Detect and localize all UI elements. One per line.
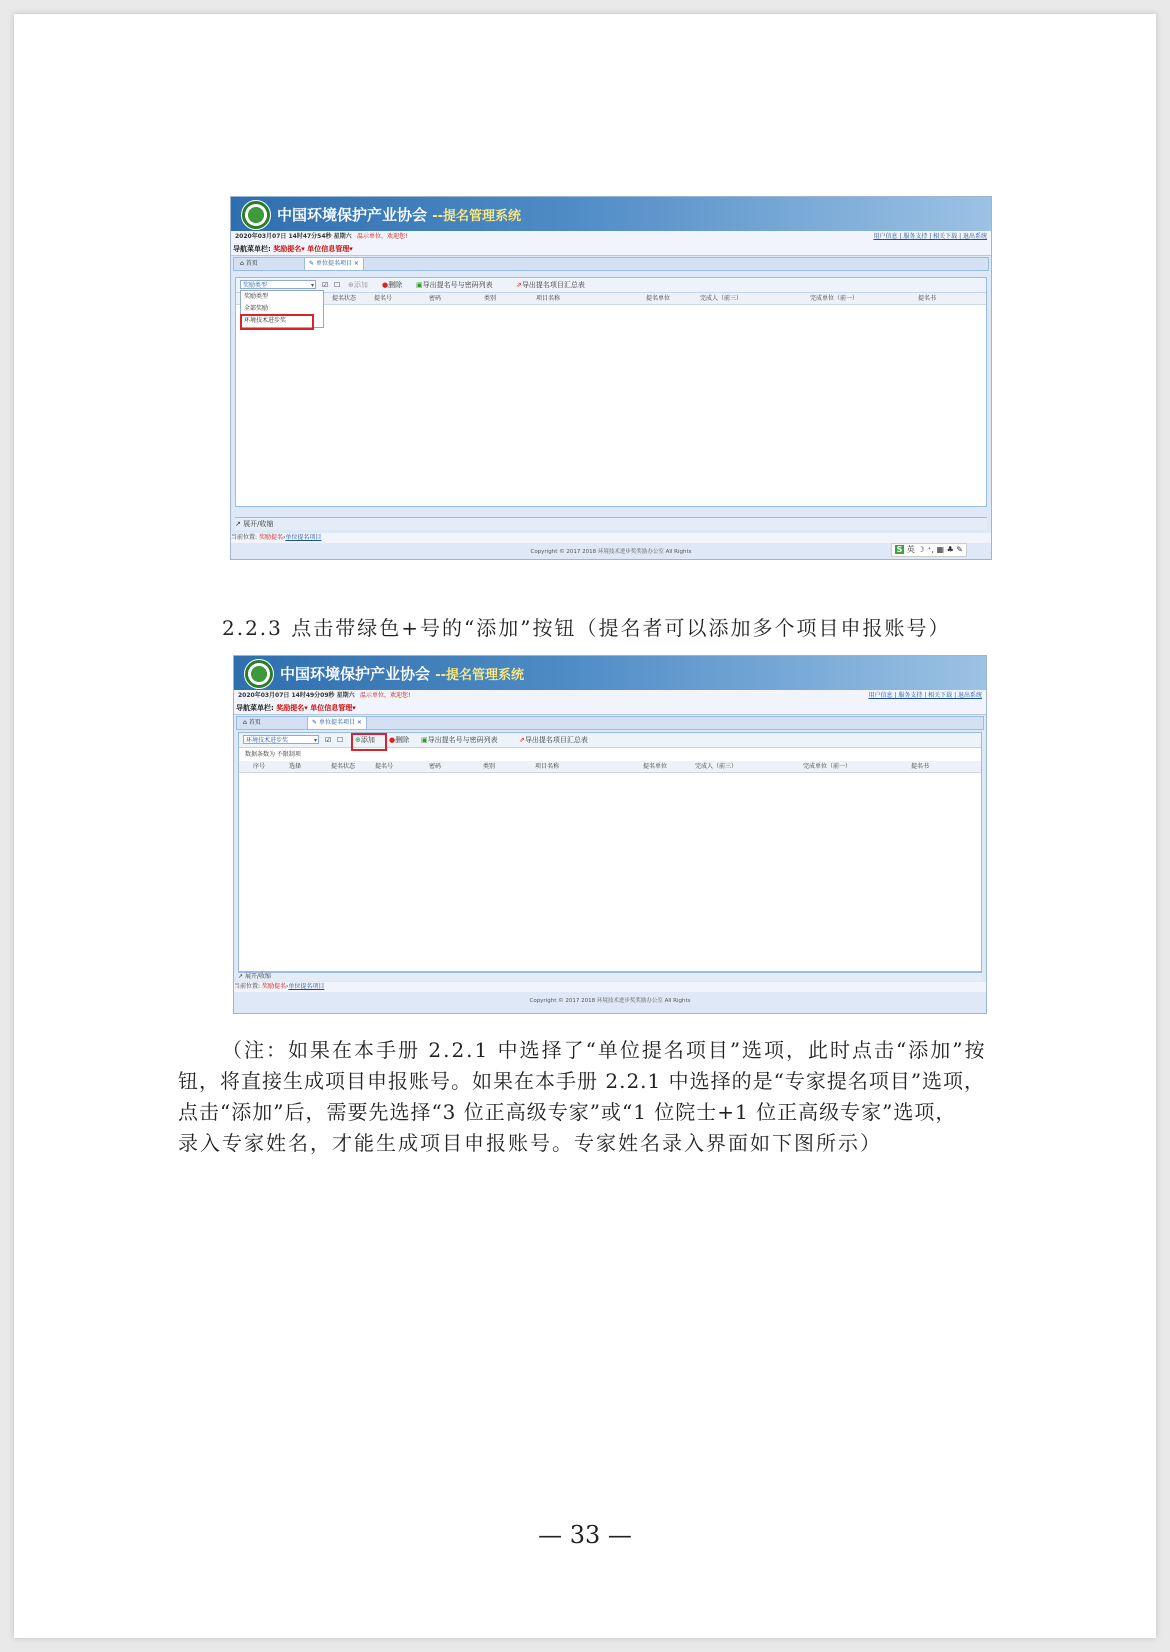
award-type-select[interactable]: 奖励类型 ▾ bbox=[240, 280, 316, 289]
col-nominating-unit[interactable]: 提名单位 bbox=[643, 763, 668, 770]
nav-bar bbox=[231, 243, 991, 256]
note-line-2: 钮，将直接生成项目申报账号。如果在本手册 2.2.1 中选择的是“专家提名项目”选项， bbox=[178, 1069, 986, 1093]
nav-menu-award-nomination[interactable]: 奖励提名▾ bbox=[273, 245, 305, 253]
col-category[interactable]: 类别 bbox=[484, 295, 497, 302]
location-bar: 当前位置: 奖励提名›单位提名项目 bbox=[231, 533, 991, 543]
export-summary-button[interactable]: ⇗导出提名项目汇总表 bbox=[516, 281, 585, 289]
top-links[interactable]: 用户信息 | 服务支持 | 相关下载 | 退出系统 bbox=[873, 233, 987, 240]
col-nomination-no[interactable]: 提名号 bbox=[374, 295, 393, 302]
add-button[interactable]: ⊕添加 bbox=[355, 736, 375, 744]
grid-header bbox=[236, 293, 986, 305]
col-password[interactable]: 密码 bbox=[429, 763, 442, 770]
location-link-award[interactable]: 奖励提名 bbox=[261, 983, 286, 990]
system-title-text: 中国环境保护产业协会 bbox=[277, 206, 428, 224]
col-nomination-doc[interactable]: 提名书 bbox=[918, 295, 937, 302]
section-heading-223: 2.2.3 点击带绿色+号的“添加”按钮（提名者可以添加多个项目申报账号） bbox=[222, 616, 951, 640]
screenshot-nomination-system-2 bbox=[233, 655, 987, 1014]
datetime-text: 2020年03月07日 14时49分09秒 星期六 bbox=[238, 692, 355, 699]
add-button[interactable]: ⊕添加 bbox=[348, 281, 368, 289]
select-all-checkbox[interactable]: ☑ bbox=[325, 736, 332, 744]
tab-home[interactable]: ⌂ 首页 bbox=[240, 260, 258, 267]
dropdown-item-env-tech-award[interactable]: 环境技术进步奖 bbox=[244, 317, 287, 324]
expand-collapse-bar[interactable]: ↗ 展开/收缩 bbox=[238, 972, 982, 981]
tab-home[interactable]: ⌂ 首页 bbox=[243, 719, 261, 726]
tab-unit-nomination[interactable]: ✎ 单位提名项目 × bbox=[307, 717, 367, 729]
col-project-name[interactable]: 项目名称 bbox=[536, 295, 561, 302]
col-nomination-doc[interactable]: 提名书 bbox=[911, 763, 930, 770]
welcome-text: 温示单位，欢迎您! bbox=[360, 692, 411, 699]
info-bar bbox=[231, 231, 991, 243]
nav-label: 导航菜单栏: 奖励提名▾ 单位信息管理▾ bbox=[233, 245, 353, 253]
col-completing-unit[interactable]: 完成单位（前一） bbox=[803, 763, 852, 770]
system-subtitle: --提名管理系统 bbox=[435, 668, 525, 683]
award-type-select[interactable]: 环境技术进步奖 ▾ bbox=[243, 735, 319, 744]
grid-panel bbox=[235, 277, 987, 507]
screenshot-nomination-system-1 bbox=[230, 196, 992, 560]
col-completers[interactable]: 完成人（前三） bbox=[695, 763, 738, 770]
delete-button[interactable]: ●删除 bbox=[389, 736, 410, 744]
location-link-unit[interactable]: 单位提名项目 bbox=[285, 534, 322, 541]
col-select[interactable]: 选择 bbox=[289, 763, 302, 770]
col-status[interactable]: 提名状态 bbox=[332, 295, 357, 302]
nav-menu-unit-info[interactable]: 单位信息管理▾ bbox=[307, 245, 353, 253]
note-line-3: 点击“添加”后，需要先选择“3 位正高级专家”或“1 位院士+1 位正高级专家”选项， bbox=[178, 1100, 957, 1124]
system-subtitle: --提名管理系统 bbox=[432, 209, 522, 224]
col-project-name[interactable]: 项目名称 bbox=[535, 763, 560, 770]
grid-header bbox=[239, 761, 981, 773]
toolbar bbox=[236, 278, 986, 293]
export-summary-button[interactable]: ⇗导出提名项目汇总表 bbox=[519, 736, 588, 744]
ime-toolbar[interactable]: S 英 ☽ ⁺, ▦ ♣ ✎ bbox=[891, 543, 967, 557]
location-bar: 当前位置: 奖励提名›单位提名项目 bbox=[234, 982, 986, 992]
info-bar bbox=[234, 690, 986, 702]
system-title bbox=[280, 663, 524, 684]
export-password-list-button[interactable]: ▣导出提名号与密码列表 bbox=[416, 281, 493, 289]
col-nomination-no[interactable]: 提名号 bbox=[375, 763, 394, 770]
export-password-list-button[interactable]: ▣导出提名号与密码列表 bbox=[421, 736, 498, 744]
tab-strip bbox=[233, 257, 989, 271]
location-link-unit[interactable]: 单位提名项目 bbox=[288, 983, 325, 990]
grid-panel bbox=[238, 732, 982, 972]
system-title bbox=[277, 204, 521, 225]
add-button-highlight bbox=[351, 733, 387, 751]
highlight-box bbox=[240, 314, 314, 330]
location-link-award[interactable]: 奖励提名 bbox=[258, 534, 283, 541]
col-status[interactable]: 提名状态 bbox=[331, 763, 356, 770]
nav-bar bbox=[234, 702, 986, 715]
tab-unit-nomination[interactable]: ✎ 单位提名项目 × bbox=[304, 258, 364, 270]
select-all-checkbox[interactable]: ☑ bbox=[322, 281, 329, 289]
deselect-checkbox[interactable]: ☐ bbox=[337, 736, 344, 744]
col-completers[interactable]: 完成人（前三） bbox=[700, 295, 743, 302]
association-logo-icon bbox=[244, 659, 274, 689]
note-line-1: （注：如果在本手册 2.2.1 中选择了“单位提名项目”选项，此时点击“添加”按 bbox=[222, 1038, 987, 1062]
col-category[interactable]: 类别 bbox=[483, 763, 496, 770]
col-nominating-unit[interactable]: 提名单位 bbox=[646, 295, 671, 302]
nav-label: 导航菜单栏: 奖励提名▾ 单位信息管理▾ bbox=[236, 704, 356, 712]
dropdown-item-all-awards[interactable]: 全部奖励 bbox=[244, 305, 269, 312]
copyright-text: Copyright © 2017 2018 环境技术进步奖奖励办公室 All Rights bbox=[529, 998, 691, 1004]
delete-button[interactable]: ●删除 bbox=[382, 281, 403, 289]
col-completing-unit[interactable]: 完成单位（前一） bbox=[810, 295, 859, 302]
expand-collapse-bar[interactable]: ↗ 展开/收缩 bbox=[235, 517, 987, 530]
col-index[interactable]: 序号 bbox=[253, 763, 266, 770]
system-header bbox=[234, 656, 986, 690]
col-password[interactable]: 密码 bbox=[429, 295, 442, 302]
dropdown-item-award-type[interactable]: 奖励类型 bbox=[244, 293, 269, 300]
deselect-checkbox[interactable]: ☐ bbox=[334, 281, 341, 289]
system-title-text: 中国环境保护产业协会 bbox=[280, 665, 431, 683]
tab-strip bbox=[236, 716, 984, 730]
welcome-text: 温示单位，欢迎您! bbox=[357, 233, 408, 240]
system-header bbox=[231, 197, 991, 231]
note-line-4: 录入专家姓名，才能生成项目申报账号。专家姓名录入界面如下图所示） bbox=[178, 1131, 882, 1155]
top-links[interactable]: 用户信息 | 服务支持 | 相关下载 | 退出系统 bbox=[868, 692, 982, 699]
nav-menu-award-nomination[interactable]: 奖励提名▾ bbox=[276, 704, 308, 712]
page-number: — 33 — bbox=[538, 1521, 632, 1549]
datetime-text: 2020年03月07日 14时47分54秒 星期六 bbox=[235, 233, 352, 240]
copyright-text: Copyright © 2017 2018 环境技术进步奖奖励办公室 All Rights bbox=[530, 549, 692, 555]
association-logo-icon bbox=[241, 200, 271, 230]
filter-info: 数据条数为 不限制项 bbox=[245, 751, 301, 758]
nav-menu-unit-info[interactable]: 单位信息管理▾ bbox=[310, 704, 356, 712]
